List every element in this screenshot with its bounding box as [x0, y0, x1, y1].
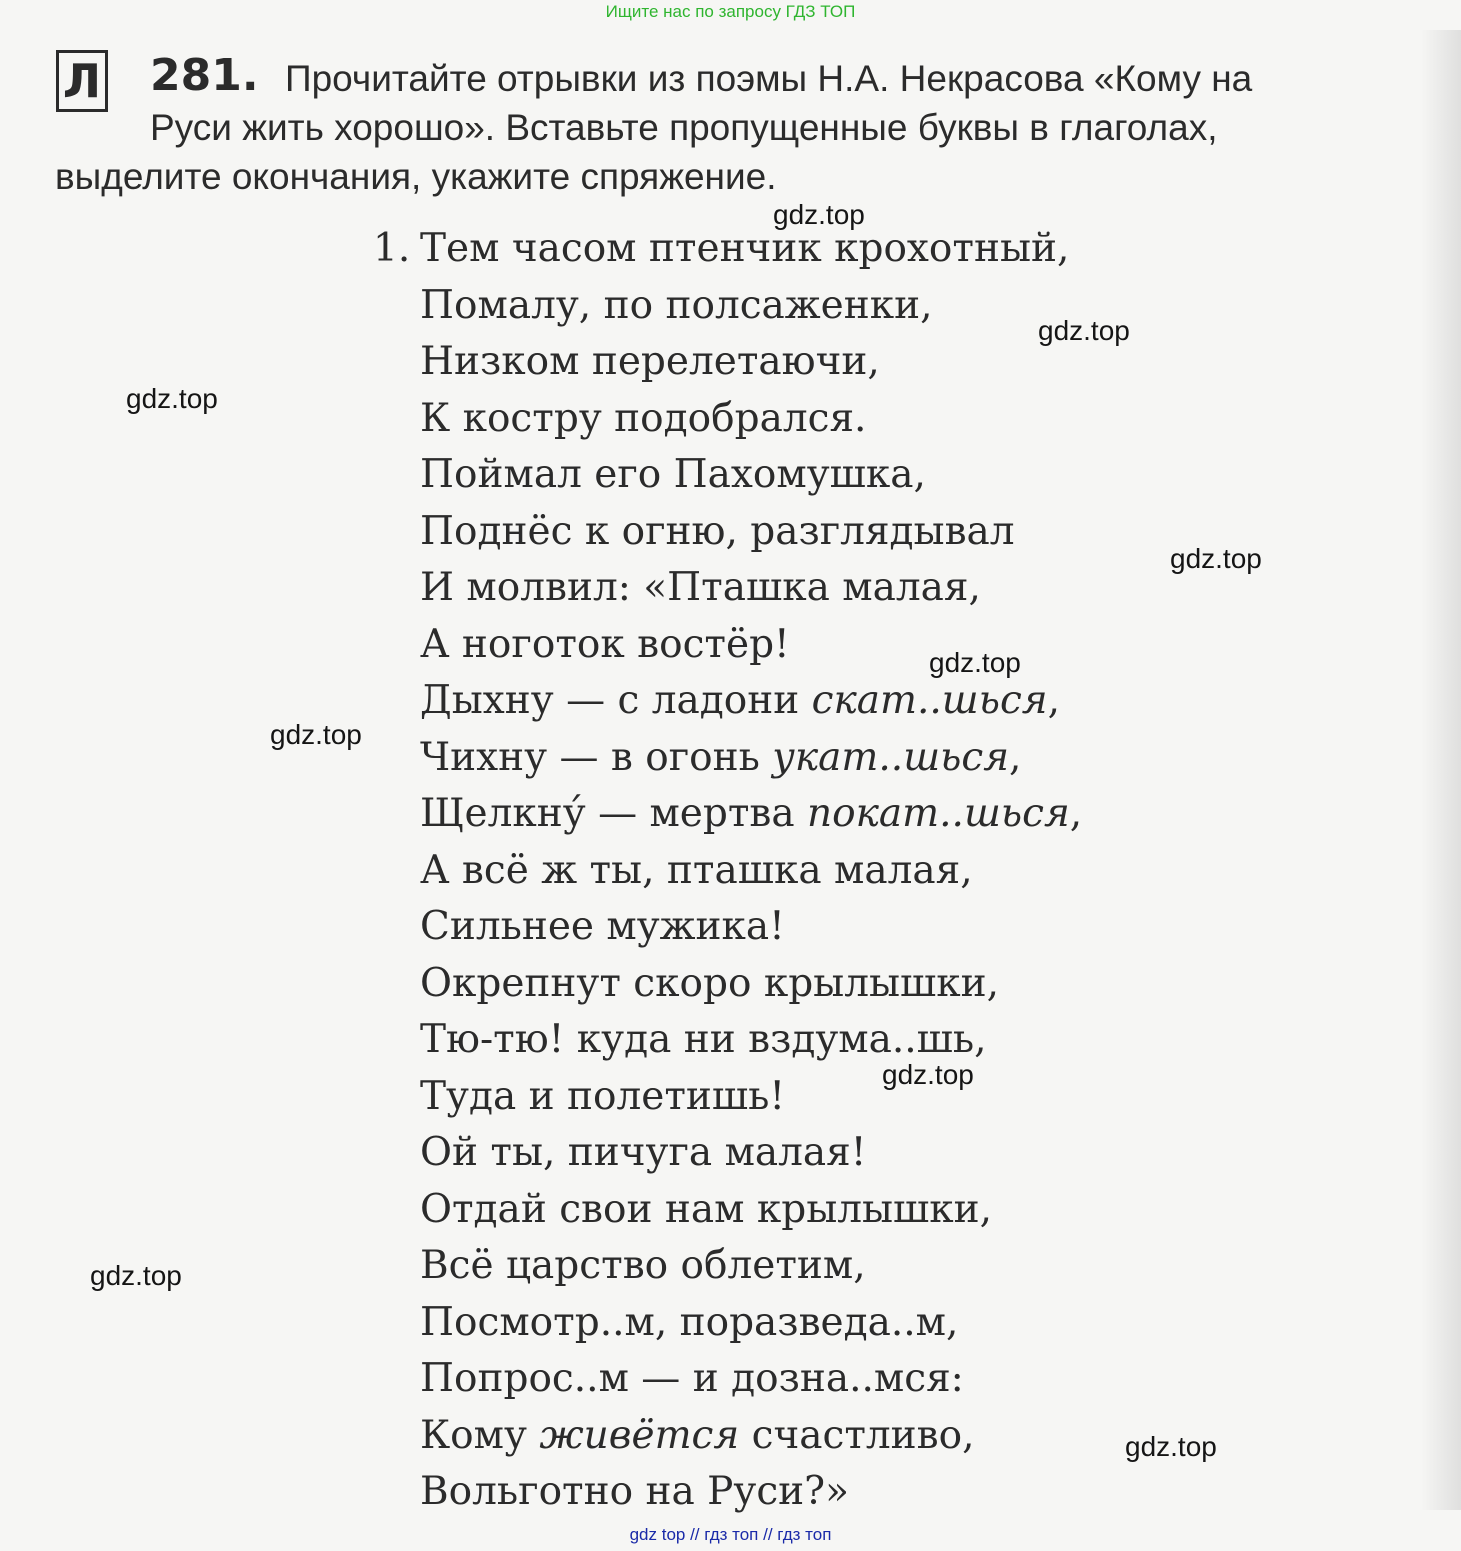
top-banner-link[interactable]: Ищите нас по запросу ГДЗ ТОП	[605, 2, 856, 21]
watermark: gdz.top	[1125, 1431, 1217, 1462]
poem-line	[420, 678, 1082, 735]
watermark: gdz.top	[882, 1059, 974, 1090]
poem-line: Всё царство облетим,	[420, 1243, 866, 1288]
poem-line	[420, 735, 1082, 792]
poem-line-part: Чихну — в огонь	[420, 734, 773, 780]
poem-line: Сильнее мужика!	[420, 904, 785, 949]
poem-line-part: счастливо,	[739, 1412, 975, 1458]
poem-line-part: ,	[1009, 734, 1022, 780]
poem-number: 1.	[373, 226, 411, 271]
poem-line: К костру подобрался.	[420, 395, 867, 441]
watermark: gdz.top	[1038, 315, 1130, 346]
poem-line-part: ,	[1047, 678, 1061, 723]
watermark: gdz.top	[126, 383, 218, 414]
poem-verb-italic: скат..шься	[811, 678, 1048, 723]
poem-line-part: Дыхну — с ладони	[420, 678, 812, 723]
poem-line: Помалу, по полсаженки,	[420, 282, 933, 328]
poem-line	[420, 791, 1082, 848]
poem-verb-italic: покат..шься	[807, 791, 1070, 836]
poem-line: Попрос..м — и дозна..мся:	[420, 1356, 964, 1401]
poem-verb-italic: живётся	[539, 1412, 740, 1458]
watermark: gdz.top	[1170, 543, 1262, 574]
poem-line	[420, 1413, 1082, 1470]
poem-text	[420, 226, 1082, 1526]
poem-line: А ноготок востёр!	[420, 621, 790, 667]
poem-line: Тю-тю! куда ни вздума..шь,	[420, 1017, 987, 1062]
poem-line: Отдай свои нам крылышки,	[420, 1186, 993, 1232]
watermark: gdz.top	[929, 647, 1021, 678]
instruction-line-1: Прочитайте отрывки из поэмы Н.А. Некрасова «Кому на	[285, 58, 1253, 99]
footer-links[interactable]: gdz top // гдз топ // гдз топ	[629, 1525, 832, 1544]
poem-line: Вольготно на Руси?»	[420, 1469, 849, 1514]
poem-line-part: Щелкну́ — мертва	[420, 791, 808, 836]
poem-line: Тем часом птенчик крохотный,	[420, 226, 1070, 271]
poem-verb-italic: укат..шься	[772, 734, 1010, 780]
poem-line: Туда и полетишь!	[420, 1073, 786, 1119]
watermark: gdz.top	[270, 719, 362, 750]
poem-line: И молвил: «Пташка малая,	[420, 565, 981, 610]
page-edge-shade	[1421, 30, 1461, 1510]
watermark: gdz.top	[773, 199, 865, 230]
poem-line: А всё ж ты, пташка малая,	[420, 847, 973, 893]
poem-line-part: Кому	[420, 1412, 540, 1458]
poem-line: Поднёс к огню, разглядывал	[420, 508, 1015, 554]
watermark: gdz.top	[90, 1260, 182, 1291]
exercise-number: 281.	[150, 50, 259, 101]
instruction-line-2: Руси жить хорошо». Вставьте пропущенные буквы в глаголах,	[150, 107, 1218, 148]
exercise-marker-box: Л	[56, 50, 108, 112]
poem-line: Низком перелетаючи,	[420, 339, 880, 384]
poem-line: Окрепнут скоро крылышки,	[420, 960, 1000, 1006]
poem-line-part: ,	[1069, 791, 1083, 836]
poem-line: Поймал его Пахомушка,	[420, 452, 926, 497]
poem-line: Ой ты, пичуга малая!	[420, 1130, 867, 1175]
poem-line: Посмотр..м, поразведа..м,	[420, 1299, 959, 1345]
instruction-line-3: выделите окончания, укажите спряжение.	[55, 156, 777, 197]
